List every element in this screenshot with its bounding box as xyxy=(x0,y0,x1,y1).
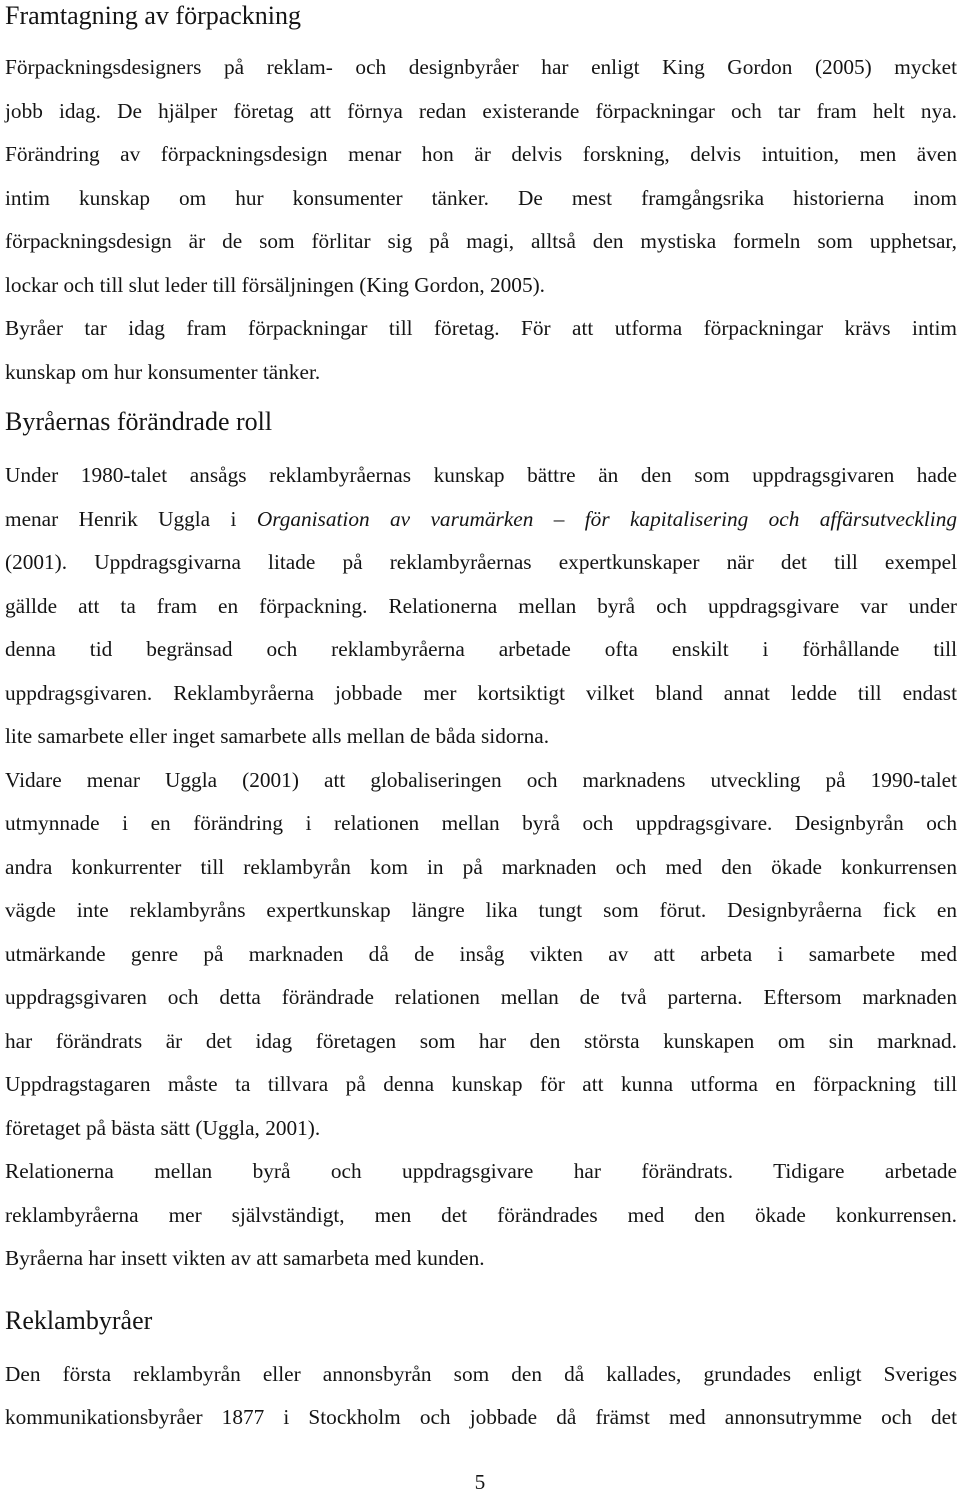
text-line: Under 1980-talet ansågs reklambyråernas kunskap bättre än den som uppdragsgivaren hade xyxy=(5,463,957,487)
text-line: företaget på bästa sätt (Uggla, 2001). xyxy=(5,1115,321,1140)
text-segment: menar Henrik Uggla i xyxy=(5,506,257,531)
text-line: andra konkurrenter till reklambyrån kom in på marknaden och med den ökade konkurrensen xyxy=(5,854,957,879)
text-line: intim kunskap om hur konsumenter tänker. De mest framgångsrika historierna inom xyxy=(5,185,957,210)
text-line: kunskap om hur konsumenter tänker. xyxy=(5,359,321,384)
text-line: förpackningsdesign är de som förlitar sig på magi, alltså den mystiska formeln som upphetsar, xyxy=(5,229,957,253)
section-body-framtagning xyxy=(5,46,957,394)
text-line: utmynnade i en förändring i relationen mellan byrå och uppdragsgivare. Designbyrån och xyxy=(5,811,957,835)
section-heading-byraernas-roll: Byråernas förändrade roll xyxy=(5,407,273,436)
text-line: lite samarbete eller inget samarbete alls mellan de båda sidorna. xyxy=(5,724,550,748)
text-line: vägde inte reklambyråns expertkunskap längre lika tungt som förut. Designbyråerna fick en xyxy=(5,898,957,922)
text-line-with-title xyxy=(5,498,957,542)
text-line: denna tid begränsad och reklambyråerna arbetade ofta enskilt i förhållande till xyxy=(5,637,957,661)
section-body-reklambyraer xyxy=(5,1353,957,1440)
section-body-byraernas-roll xyxy=(5,454,957,1281)
text-line: reklambyråerna mer självständigt, men det förändrades med den ökade konkurrensen. xyxy=(5,1202,957,1227)
text-line: Förändring av förpackningsdesign menar hon är delvis forskning, delvis intuition, men även xyxy=(5,142,957,166)
text-line: uppdragsgivaren. Reklambyråerna jobbade mer kortsiktigt vilket bland annat ledde till endast xyxy=(5,680,957,705)
text-line: gällde att ta fram en förpackning. Relationerna mellan byrå och uppdragsgivare var under xyxy=(5,593,957,618)
book-title: Organisation av varumärken – för kapitalisering och affärsutveckling xyxy=(256,506,957,531)
text-line: uppdragsgivaren och detta förändrade relationen mellan de två parterna. Eftersom marknaden xyxy=(5,985,957,1009)
text-line: Relationerna mellan byrå och uppdragsgivare har förändrats. Tidigare arbetade xyxy=(5,1159,957,1183)
text-line: utmärkande genre på marknaden då de insåg vikten av att arbeta i samarbete med xyxy=(5,941,957,966)
text-line: Byråer tar idag fram förpackningar till företag. För att utforma förpackningar krävs intim xyxy=(5,316,957,340)
text-line: har förändrats är det idag företagen som har den största kunskapen om sin marknad. xyxy=(5,1028,957,1053)
text-line: Uppdragstagaren måste ta tillvara på denna kunskap för att kunna utforma en förpackning till xyxy=(5,1072,957,1096)
section-heading-reklambyraer: Reklambyråer xyxy=(5,1305,153,1335)
section-heading-framtagning: Framtagning av förpackning xyxy=(5,1,302,30)
text-line: Byråerna har insett vikten av att samarbeta med kunden. xyxy=(5,1246,485,1270)
text-line: kommunikationsbyråer 1877 i Stockholm och jobbade då främst med annonsutrymme och det xyxy=(5,1405,957,1429)
document-page xyxy=(5,0,957,1440)
text-line: Den första reklambyrån eller annonsbyrån som den då kallades, grundades enligt Sveriges xyxy=(5,1361,957,1386)
text-line: (2001). Uppdragsgivarna litade på reklambyråernas expertkunskaper när det till exempel xyxy=(5,550,957,574)
text-line: lockar och till slut leder till försäljningen (King Gordon, 2005). xyxy=(5,272,546,297)
text-line: Förpackningsdesigners på reklam- och designbyråer har enligt King Gordon (2005) mycket xyxy=(5,55,957,79)
text-line: jobb idag. De hjälper företag att förnya redan existerande förpackningar och tar fram helt nya. xyxy=(5,98,957,123)
text-line: Vidare menar Uggla (2001) att globaliseringen och marknadens utveckling på 1990-talet xyxy=(5,767,957,792)
page-number: 5 xyxy=(474,1470,486,1494)
